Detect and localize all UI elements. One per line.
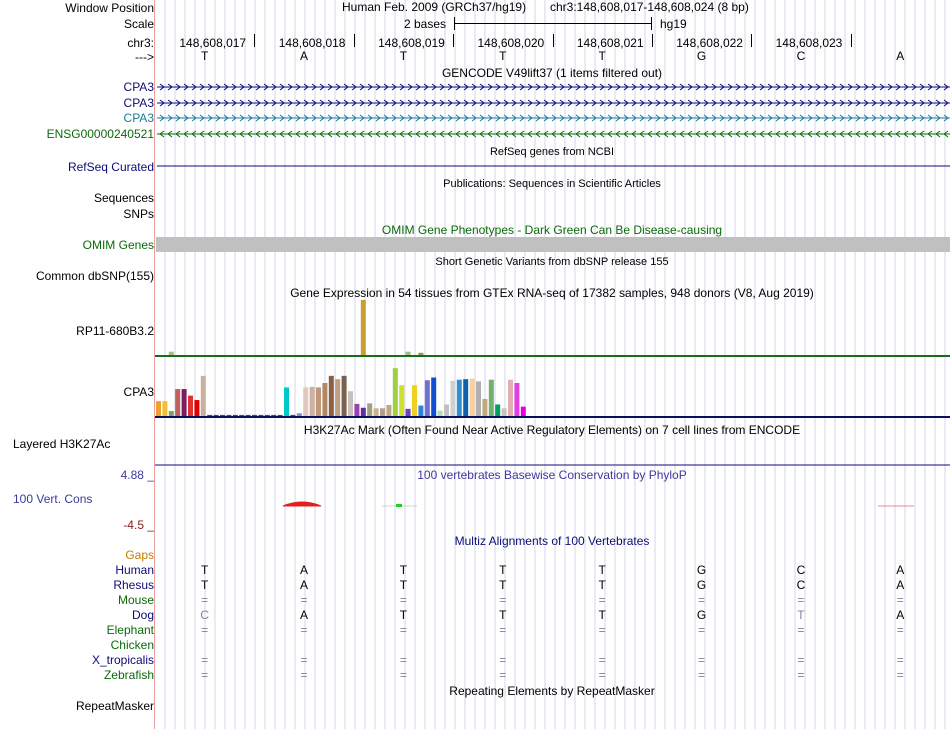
publications-snps-label[interactable]: SNPs [123, 207, 154, 221]
multiz-base: = [399, 668, 407, 682]
multiz-species-label[interactable]: Chicken [110, 638, 154, 652]
phylop-peak [283, 502, 321, 506]
multiz-base: A [300, 608, 309, 622]
reference-base: T [598, 49, 606, 63]
multiz-base: C [796, 563, 806, 577]
multiz-title: Multiz Alignments of 100 Vertebrates [454, 534, 650, 548]
multiz-base: = [499, 593, 507, 607]
ruler-tick-label: 148,608,018 [278, 36, 346, 50]
multiz-base: = [698, 593, 706, 607]
window-position-label: Window Position [65, 1, 154, 15]
multiz-base: = [499, 668, 507, 682]
multiz-base: = [896, 668, 904, 682]
reference-base: T [399, 49, 408, 63]
multiz-base: A [300, 563, 309, 577]
multiz-base: T [399, 608, 408, 622]
gencode-item-label[interactable]: ENSG00000240521 [46, 127, 154, 141]
multiz-base: = [300, 623, 308, 637]
assembly-title: Human Feb. 2009 (GRCh37/hg19) [342, 0, 527, 14]
multiz-species-label[interactable]: Elephant [106, 623, 154, 637]
ruler-tick-label: 148,608,021 [576, 36, 644, 50]
multiz-base: = [201, 653, 209, 667]
ruler-tick-label: 148,608,022 [676, 36, 743, 50]
ruler-tick-label: 148,608,023 [775, 36, 843, 50]
multiz-base: = [896, 623, 904, 637]
multiz-base: = [598, 668, 606, 682]
gtex-gene-label-cpa3[interactable]: CPA3 [123, 385, 154, 399]
multiz-base: T [399, 578, 408, 592]
gencode-title: GENCODE V49lift37 (1 items filtered out) [441, 66, 663, 80]
multiz-base: = [300, 593, 308, 607]
scale-text: 2 bases [404, 17, 447, 31]
repeatmasker-label[interactable]: RepeatMasker [75, 699, 154, 713]
h3k27ac-title: H3K27Ac Mark (Often Found Near Active Regulatory Elements) on 7 cell lines from ENCODE [303, 423, 801, 437]
dbsnp-title: Short Genetic Variants from dbSNP release 155 [435, 256, 669, 268]
omim-label[interactable]: OMIM Genes [82, 238, 154, 252]
multiz-base: T [797, 608, 805, 622]
reference-base: A [300, 49, 309, 63]
multiz-base: T [598, 578, 606, 592]
multiz-base: = [399, 623, 407, 637]
scale-db-label: hg19 [660, 17, 687, 31]
chrom-label: chr3: [127, 36, 154, 50]
multiz-base: = [499, 653, 507, 667]
multiz-base: = [797, 653, 805, 667]
multiz-base: A [896, 578, 905, 592]
multiz-base: = [399, 653, 407, 667]
multiz-species-label[interactable]: Dog [131, 608, 154, 622]
multiz-base: T [499, 608, 507, 622]
multiz-base: = [201, 623, 209, 637]
gencode-item-label[interactable]: CPA3 [123, 96, 154, 110]
multiz-species-label[interactable]: Rhesus [113, 578, 154, 592]
phylop-peak-green [396, 504, 402, 507]
multiz-base: = [201, 593, 209, 607]
publications-sequences-label[interactable]: Sequences [93, 191, 154, 205]
multiz-base: G [696, 563, 707, 577]
multiz-base: T [201, 578, 209, 592]
multiz-base: C [200, 608, 210, 622]
gtex-gene-label-rp11[interactable]: RP11-680B3.2 [76, 324, 154, 338]
multiz-base: T [201, 563, 209, 577]
multiz-species-label[interactable]: Mouse [117, 593, 154, 607]
multiz-base: = [797, 593, 805, 607]
multiz-gaps-label[interactable]: Gaps [125, 548, 154, 562]
multiz-base: = [300, 668, 308, 682]
repeatmasker-title: Repeating Elements by RepeatMasker [449, 684, 655, 698]
scale-label: Scale [123, 17, 154, 31]
multiz-base: = [499, 623, 507, 637]
reference-base: C [796, 49, 806, 63]
multiz-base: A [896, 608, 905, 622]
strand-label: ---> [135, 50, 154, 64]
multiz-base: A [896, 563, 905, 577]
multiz-base: T [399, 563, 408, 577]
gencode-item-label[interactable]: CPA3 [123, 111, 154, 125]
multiz-base: = [698, 668, 706, 682]
multiz-base: G [696, 608, 707, 622]
phylop-title: 100 vertebrates Basewise Conservation by PhyloP [417, 468, 687, 482]
reference-base: G [696, 49, 707, 63]
multiz-base: A [300, 578, 309, 592]
multiz-base: = [797, 623, 805, 637]
multiz-species-label[interactable]: Human [115, 563, 154, 577]
multiz-base: = [399, 593, 407, 607]
omim-title: OMIM Gene Phenotypes - Dark Green Can Be Disease-causing [381, 223, 723, 237]
reference-base: T [499, 49, 507, 63]
multiz-base: T [598, 563, 606, 577]
multiz-base: = [797, 668, 805, 682]
multiz-base: = [698, 653, 706, 667]
ruler-tick-label: 148,608,020 [477, 36, 545, 50]
multiz-base: = [598, 653, 606, 667]
multiz-species-label[interactable]: Zebrafish [103, 668, 154, 682]
multiz-base: = [698, 623, 706, 637]
gencode-item-label[interactable]: CPA3 [123, 80, 154, 94]
publications-title: Publications: Sequences in Scientific Articles [443, 178, 661, 190]
position-text[interactable]: chr3:148,608,017-148,608,024 (8 bp) [550, 0, 749, 14]
gtex-title: Gene Expression in 54 tissues from GTEx RNA-seq of 17382 samples, 948 donors (V8, Aug 2019) [290, 286, 814, 300]
multiz-base: C [796, 578, 806, 592]
multiz-base: = [598, 623, 606, 637]
multiz-base: G [696, 578, 707, 592]
multiz-base: T [499, 563, 507, 577]
multiz-base: T [598, 608, 606, 622]
multiz-base: = [201, 668, 209, 682]
refseq-label[interactable]: RefSeq Curated [67, 160, 154, 174]
refseq-title: RefSeq genes from NCBI [489, 146, 615, 158]
reference-base: A [896, 49, 905, 63]
multiz-base: = [896, 593, 904, 607]
multiz-base: = [300, 653, 308, 667]
h3k27ac-label[interactable]: Layered H3K27Ac [13, 437, 111, 451]
multiz-base: = [598, 593, 606, 607]
ruler-tick-label: 148,608,019 [378, 36, 445, 50]
phylop-ymin-label: -4.5 _ [123, 518, 154, 532]
multiz-base: = [896, 653, 904, 667]
reference-base: T [201, 49, 209, 63]
multiz-base: T [499, 578, 507, 592]
dbsnp-label[interactable]: Common dbSNP(155) [35, 269, 154, 283]
ruler-tick-label: 148,608,017 [179, 36, 247, 50]
phylop-label[interactable]: 100 Vert. Cons [13, 492, 93, 506]
multiz-species-label[interactable]: X_tropicalis [91, 653, 154, 667]
phylop-ymax-label: 4.88 _ [120, 468, 154, 482]
